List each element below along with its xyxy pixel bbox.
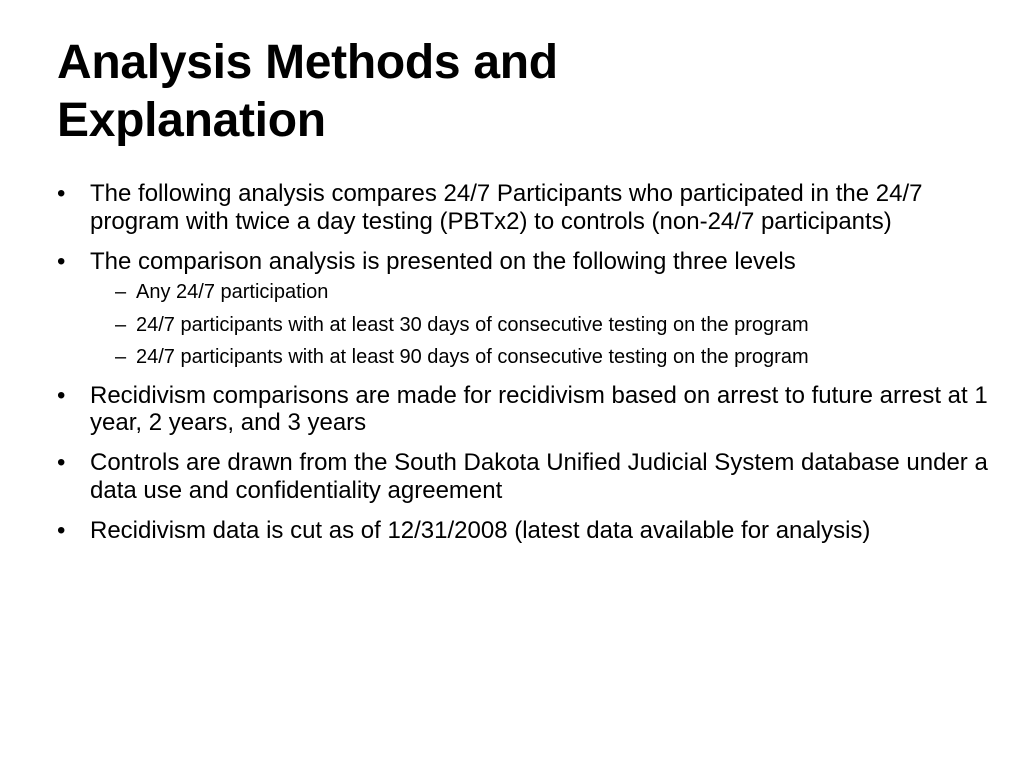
bullet-list (57, 180, 1002, 557)
bullet-marker: • (57, 449, 66, 476)
bullet-text: Controls are drawn from the South Dakota Unified Judicial System database under a data use and confidentiality agreement (90, 449, 988, 504)
bullet-item-levels (57, 248, 1002, 370)
bullet-marker: • (57, 180, 66, 207)
sub-bullet-text: 24/7 participants with at least 30 days of consecutive testing on the program (136, 313, 809, 336)
bullet-text: Recidivism comparisons are made for recidivism based on arrest to future arrest at 1 year, 2 years, and 3 years (90, 381, 988, 436)
sub-bullet-marker: – (115, 281, 127, 303)
sub-bullet-text: 24/7 participants with at least 90 days of consecutive testing on the program (136, 346, 809, 368)
sub-bullet-item-any (90, 280, 1002, 304)
bullet-item-comparison (57, 180, 1002, 235)
bullet-marker: • (57, 247, 66, 275)
title-line-1: Analysis Methods and (57, 36, 558, 89)
sub-bullet-marker: – (115, 313, 127, 336)
title-line-2: Explanation (57, 94, 326, 147)
bullet-marker: • (57, 381, 66, 409)
sub-bullet-item-30-days (90, 313, 1002, 337)
bullet-marker: • (57, 516, 66, 544)
bullet-text: The comparison analysis is presented on the following three levels (90, 247, 796, 275)
bullet-text: Recidivism data is cut as of 12/31/2008 (latest data available for analysis) (90, 516, 871, 544)
bullet-item-controls (57, 449, 1002, 504)
bullet-item-data-cut (57, 517, 1002, 545)
bullet-item-recidivism-comparisons (57, 382, 1002, 437)
sub-bullet-list (90, 280, 1002, 369)
sub-bullet-text: Any 24/7 participation (136, 281, 329, 303)
sub-bullet-item-90-days (90, 345, 1002, 369)
sub-bullet-marker: – (115, 346, 127, 368)
bullet-text: The following analysis compares 24/7 Participants who participated in the 24/7 program with twice a day testing (PBTx2) to controls (non-24/7 participants) (90, 180, 923, 235)
slide-title (57, 34, 957, 150)
